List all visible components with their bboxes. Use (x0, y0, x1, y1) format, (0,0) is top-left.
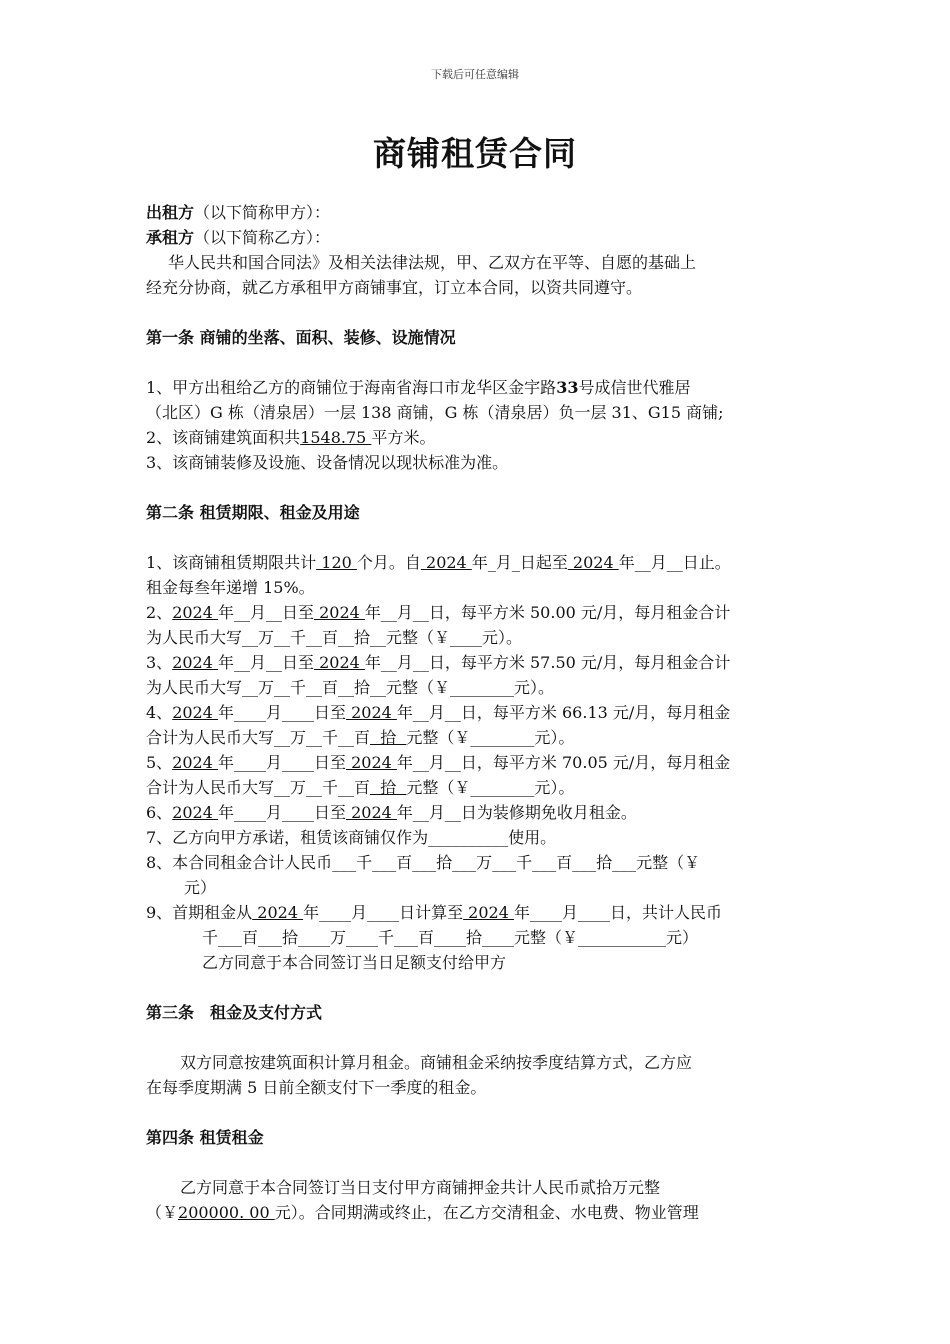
section-4-title: 第四条 租赁租金 (146, 1128, 264, 1147)
s2-item-4: 4、2024 年____月____日至 2024 年__月__日，每平方米 66.13 元/月，每月租金 (146, 703, 731, 722)
s2-item-8-cont: 元） (184, 878, 217, 897)
s4-line-2: （￥200000. 00 元）。合同期满或终止，在乙方交清租金、水电费、物业管理 (146, 1203, 699, 1222)
document-title: 商铺租赁合同 (373, 134, 577, 173)
s1-item-2: 2、该商铺建筑面积共1548.75 平方米。 (146, 428, 436, 447)
s2-item-1-cont: 租金每叁年递增 15%。 (146, 578, 315, 597)
lessor-text: （以下简称甲方）： (194, 203, 331, 222)
lessee-label: 承租方 (146, 228, 195, 247)
lessee-line (146, 225, 808, 250)
s2-item-3-cont: 为人民币大写__万__千__百__拾__元整（￥________元）。 (146, 678, 555, 697)
lessor-line (146, 200, 808, 225)
s2-item-2: 2、2024 年__月__日至 2024 年__月__日，每平方米 50.00 元/月，每月租金合计 (146, 603, 731, 622)
s2-item-4-cont: 合计为人民币大写__万__千__百 拾 元整（￥________元）。 (146, 728, 575, 747)
s1-item-3: 3、该商铺装修及设施、设备情况以现状标准为准。 (146, 453, 509, 472)
s3-line-2: 在每季度期满 5 日前全额支付下一季度的租金。 (146, 1078, 487, 1097)
s2-item-8: 8、本合同租金合计人民币___千___百___拾___万___千___百___拾___元整（￥ (146, 853, 701, 872)
s3-line-1: 双方同意按建筑面积计算月租金。商铺租金采纳按季度结算方式，乙方应 (180, 1053, 693, 1072)
page-header-note: 下载后可任意编辑 (431, 68, 519, 81)
section-2-title: 第二条 租赁期限、租金及用途 (146, 503, 360, 522)
deposit-amount: 200000. 00 (178, 1203, 275, 1222)
section-3-title: 第三条 租金及支付方式 (146, 1003, 323, 1022)
s2-item-5: 5、2024 年____月____日至 2024 年__月__日，每平方米 70.05 元/月，每月租金 (146, 753, 731, 772)
section-1-title: 第一条 商铺的坐落、面积、装修、设施情况 (146, 328, 456, 347)
s2-item-7: 7、乙方向甲方承诺，租赁该商铺仅作为__________使用。 (146, 828, 557, 847)
s2-item-9: 9、首期租金从 2024 年____月____日计算至 2024 年____月____日，共计人民币 (146, 903, 722, 922)
s2-item-2-cont: 为人民币大写__万__千__百__拾__元整（￥____元）。 (146, 628, 523, 647)
lessee-text: （以下简称乙方）： (194, 228, 331, 247)
s2-item-9-note: 乙方同意于本合同签订当日足额支付给甲方 (202, 953, 507, 972)
s1-item-1-cont: （北区）G 栋（清泉居）一层 138 商铺，G 栋（清泉居）负一层 31、G15 商铺; (146, 403, 724, 422)
document-body (146, 200, 808, 1225)
s2-item-5-cont: 合计为人民币大写__万__千__百 拾 元整（￥________元）。 (146, 778, 575, 797)
s2-item-3: 3、2024 年__月__日至 2024 年__月__日，每平方米 57.50 元/月，每月租金合计 (146, 653, 731, 672)
intro-line-2: 经充分协商，就乙方承租甲方商铺事宜，订立本合同，以资共同遵守。 (146, 278, 643, 297)
s1-item-1: 1、甲方出租给乙方的商铺位于海南省海口市龙华区金宇路33号成信世代雅居 (146, 378, 691, 397)
s2-item-6: 6、2024 年____月____日至 2024 年__月__日为装修期免收月租金。 (146, 803, 637, 822)
lessor-label: 出租方 (146, 203, 195, 222)
intro-line-1: 华人民共和国合同法》及相关法律法规，甲、乙双方在平等、自愿的基础上 (168, 253, 697, 272)
s2-item-1: 1、该商铺租赁期限共计 120 个月。自 2024 年_月_日起至 2024 年__月__日止。 (146, 553, 731, 572)
s4-line-1: 乙方同意于本合同签订当日支付甲方商铺押金共计人民币贰拾万元整 (180, 1178, 661, 1197)
floor-area: 1548.75 (300, 428, 372, 447)
s2-item-9-cont: 千___百___拾____万____千___百____拾____元整（￥___________元） (202, 928, 699, 947)
